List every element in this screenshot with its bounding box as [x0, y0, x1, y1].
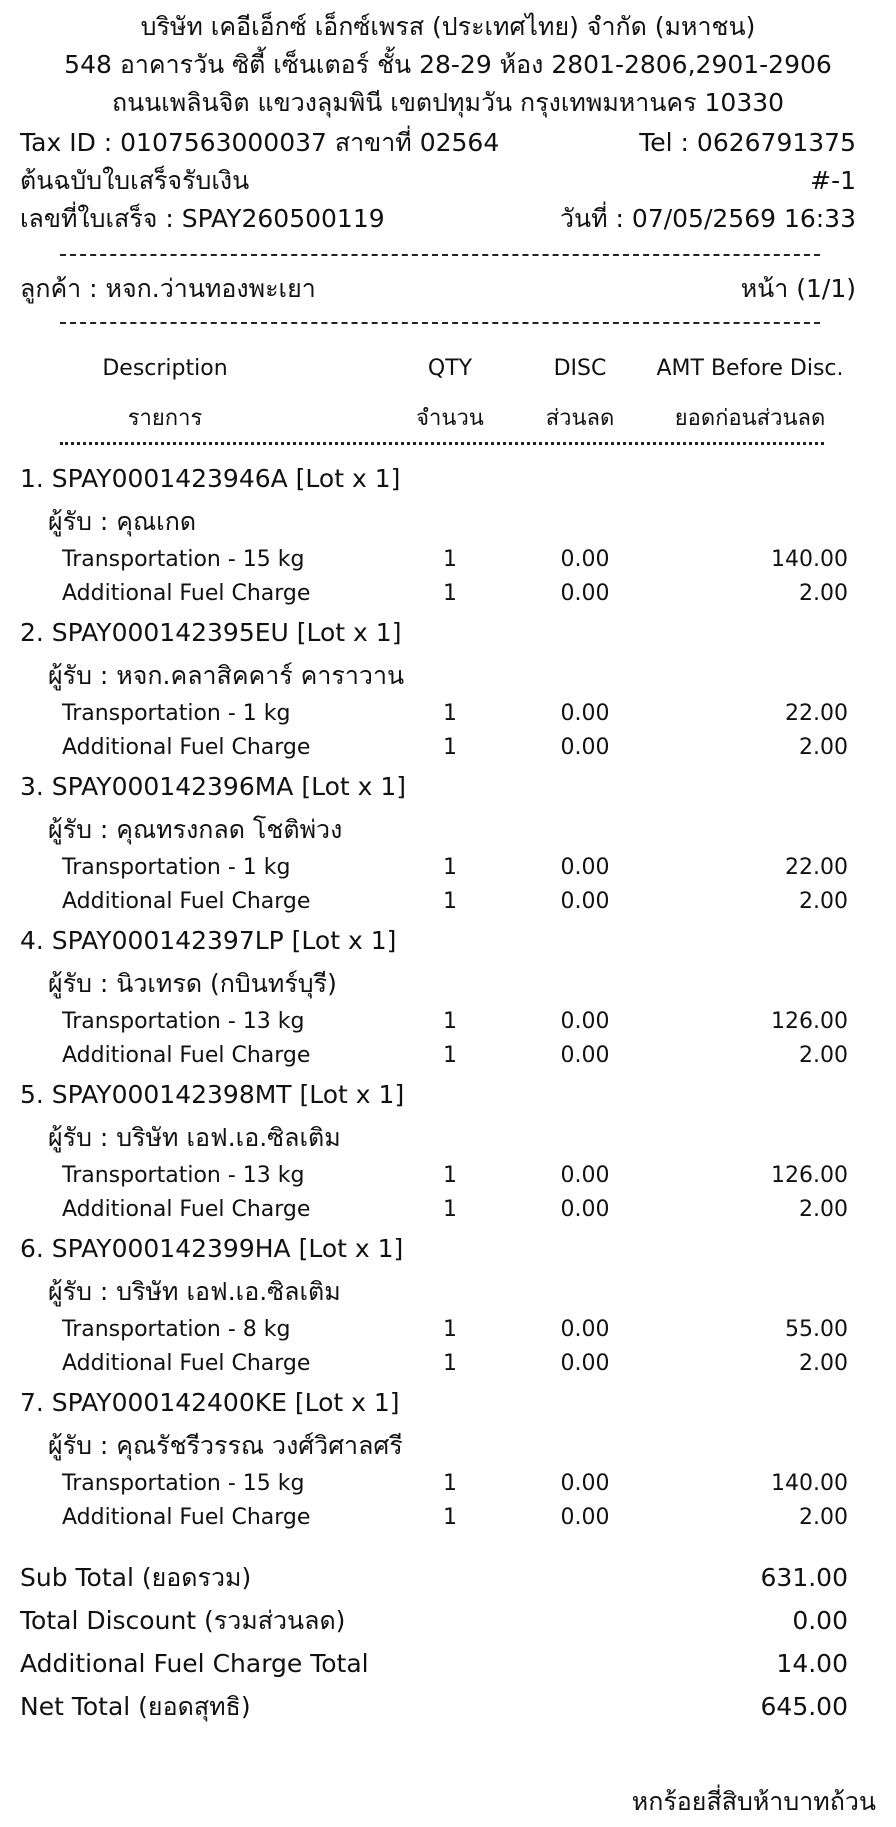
line-qty: 1 [443, 1009, 457, 1034]
line-discount: 0.00 [560, 1351, 610, 1376]
line-discount: 0.00 [560, 1043, 610, 1068]
line-discount: 0.00 [560, 889, 610, 914]
line-qty: 1 [443, 855, 457, 880]
tax-row [20, 126, 856, 160]
subtotal-value: 631.00 [760, 1563, 848, 1592]
line-description: Transportation - 8 kg [62, 1317, 291, 1342]
amount-in-words: หกร้อยสี่สิบห้าบาทถ้วน [631, 1787, 876, 1816]
line-qty: 1 [443, 1163, 457, 1188]
col-header-description-th: รายการ [127, 406, 203, 431]
fuel-total-label: Additional Fuel Charge Total [20, 1649, 369, 1678]
tax-id: Tax ID : 0107563000037 สาขาที่ 02564 [20, 128, 500, 157]
col-header-qty-th: จำนวน [416, 406, 484, 431]
item-title: 7. SPAY000142400KE [Lot x 1] [20, 1388, 400, 1417]
line-description: Transportation - 15 kg [62, 1471, 305, 1496]
line-description: Additional Fuel Charge [62, 1197, 311, 1222]
line-description: Additional Fuel Charge [62, 735, 311, 760]
line-description: Transportation - 1 kg [62, 701, 291, 726]
line-discount: 0.00 [560, 1163, 610, 1188]
line-description: Transportation - 13 kg [62, 1163, 305, 1188]
discount-total-row [20, 1603, 856, 1639]
item-receiver: ผู้รับ : นิวเทรด (กบินทร์บุรี) [48, 969, 337, 998]
item-receiver: ผู้รับ : คุณรัชรีวรรณ วงศ์วิศาลศรี [48, 1431, 403, 1460]
line-amount: 140.00 [771, 547, 848, 572]
company-address-line2: ถนนเพลินจิต แขวงลุมพินี เขตปทุมวัน กรุงเทพมหานคร 10330 [111, 88, 785, 117]
line-discount: 0.00 [560, 1009, 610, 1034]
item-receiver: ผู้รับ : คุณเกด [48, 507, 197, 536]
discount-total-value: 0.00 [792, 1606, 848, 1635]
line-qty: 1 [443, 701, 457, 726]
item-line [0, 887, 896, 917]
line-qty: 1 [443, 889, 457, 914]
item-receiver: ผู้รับ : บริษัท เอฟ.เอ.ซิลเติม [48, 1277, 341, 1306]
subtotal-row [20, 1560, 856, 1596]
line-discount: 0.00 [560, 1197, 610, 1222]
col-header-disc: DISC [553, 356, 607, 381]
item-title: 3. SPAY000142396MA [Lot x 1] [20, 772, 407, 801]
company-name: บริษัท เคอีเอ็กซ์ เอ็กซ์เพรส (ประเทศไทย) จำกัด (มหาชน) [140, 12, 756, 41]
line-amount: 22.00 [785, 855, 848, 880]
receipt-date: วันที่ : 07/05/2569 16:33 [559, 204, 856, 233]
line-qty: 1 [443, 1471, 457, 1496]
line-description: Transportation - 1 kg [62, 855, 291, 880]
fuel-total-value: 14.00 [776, 1649, 848, 1678]
net-total-label: Net Total (ยอดสุทธิ) [20, 1692, 251, 1721]
line-amount: 2.00 [799, 581, 848, 606]
item-line [0, 1041, 896, 1071]
line-description: Additional Fuel Charge [62, 581, 311, 606]
subtotal-label: Sub Total (ยอดรวม) [20, 1563, 252, 1592]
line-description: Transportation - 15 kg [62, 547, 305, 572]
telephone: Tel : 0626791375 [639, 128, 856, 157]
divider [60, 322, 820, 324]
col-header-amount-th: ยอดก่อนส่วนลด [674, 406, 826, 431]
receipt-title-row [20, 164, 856, 198]
line-qty: 1 [443, 1317, 457, 1342]
line-qty: 1 [443, 1351, 457, 1376]
page-indicator: หน้า (1/1) [740, 274, 856, 303]
line-discount: 0.00 [560, 547, 610, 572]
item-line [0, 1503, 896, 1533]
line-discount: 0.00 [560, 581, 610, 606]
item-title: 1. SPAY0001423946A [Lot x 1] [20, 464, 401, 493]
item-line [0, 1469, 896, 1499]
line-amount: 126.00 [771, 1009, 848, 1034]
line-discount: 0.00 [560, 701, 610, 726]
line-qty: 1 [443, 581, 457, 606]
line-amount: 2.00 [799, 889, 848, 914]
receipt-number-row [20, 202, 856, 236]
line-description: Additional Fuel Charge [62, 1043, 311, 1068]
line-amount: 2.00 [799, 1197, 848, 1222]
line-qty: 1 [443, 735, 457, 760]
line-discount: 0.00 [560, 1505, 610, 1530]
line-description: Additional Fuel Charge [62, 889, 311, 914]
item-line [0, 1349, 896, 1379]
item-line [0, 1195, 896, 1225]
item-line [0, 1315, 896, 1345]
company-address-line1: 548 อาคารวัน ซิตี้ เซ็นเตอร์ ชั้น 28-29 ห้อง 2801-2806,2901-2906 [64, 50, 832, 79]
header-dotted-divider [60, 442, 824, 445]
line-amount: 126.00 [771, 1163, 848, 1188]
line-discount: 0.00 [560, 1317, 610, 1342]
item-receiver: ผู้รับ : หจก.คลาสิคคาร์ คาราวาน [48, 661, 405, 690]
line-description: Additional Fuel Charge [62, 1351, 311, 1376]
line-amount: 55.00 [785, 1317, 848, 1342]
line-qty: 1 [443, 1505, 457, 1530]
line-discount: 0.00 [560, 1471, 610, 1496]
line-amount: 2.00 [799, 1505, 848, 1530]
receipt-title: ต้นฉบับใบเสร็จรับเงิน [20, 166, 250, 195]
item-title: 4. SPAY000142397LP [Lot x 1] [20, 926, 397, 955]
divider [60, 254, 820, 256]
discount-total-label: Total Discount (รวมส่วนลด) [20, 1606, 346, 1635]
line-qty: 1 [443, 547, 457, 572]
line-amount: 22.00 [785, 701, 848, 726]
line-discount: 0.00 [560, 735, 610, 760]
line-amount: 140.00 [771, 1471, 848, 1496]
item-receiver: ผู้รับ : คุณทรงกลด โชติพ่วง [48, 815, 343, 844]
customer-row [20, 272, 856, 306]
line-amount: 2.00 [799, 735, 848, 760]
item-title: 6. SPAY000142399HA [Lot x 1] [20, 1234, 404, 1263]
copy-number: #-1 [810, 166, 856, 195]
line-qty: 1 [443, 1043, 457, 1068]
col-header-description: Description [102, 356, 228, 381]
col-header-qty: QTY [427, 356, 473, 381]
line-amount: 2.00 [799, 1351, 848, 1376]
item-line [0, 545, 896, 575]
line-qty: 1 [443, 1197, 457, 1222]
line-description: Additional Fuel Charge [62, 1505, 311, 1530]
net-total-row [20, 1689, 856, 1725]
receipt-number: เลขที่ใบเสร็จ : SPAY260500119 [20, 204, 385, 233]
item-line [0, 853, 896, 883]
col-header-disc-th: ส่วนลด [545, 406, 615, 431]
item-title: 2. SPAY000142395EU [Lot x 1] [20, 618, 402, 647]
net-total-value: 645.00 [760, 1692, 848, 1721]
customer-name: ลูกค้า : หจก.ว่านทองพะเยา [20, 274, 316, 303]
item-title: 5. SPAY000142398MT [Lot x 1] [20, 1080, 405, 1109]
line-discount: 0.00 [560, 855, 610, 880]
item-line [0, 579, 896, 609]
item-line [0, 1161, 896, 1191]
line-amount: 2.00 [799, 1043, 848, 1068]
item-receiver: ผู้รับ : บริษัท เอฟ.เอ.ซิลเติม [48, 1123, 341, 1152]
item-line [0, 699, 896, 729]
item-line [0, 733, 896, 763]
line-description: Transportation - 13 kg [62, 1009, 305, 1034]
col-header-amount: AMT Before Disc. [656, 356, 844, 381]
fuel-total-row [20, 1646, 856, 1682]
item-line [0, 1007, 896, 1037]
